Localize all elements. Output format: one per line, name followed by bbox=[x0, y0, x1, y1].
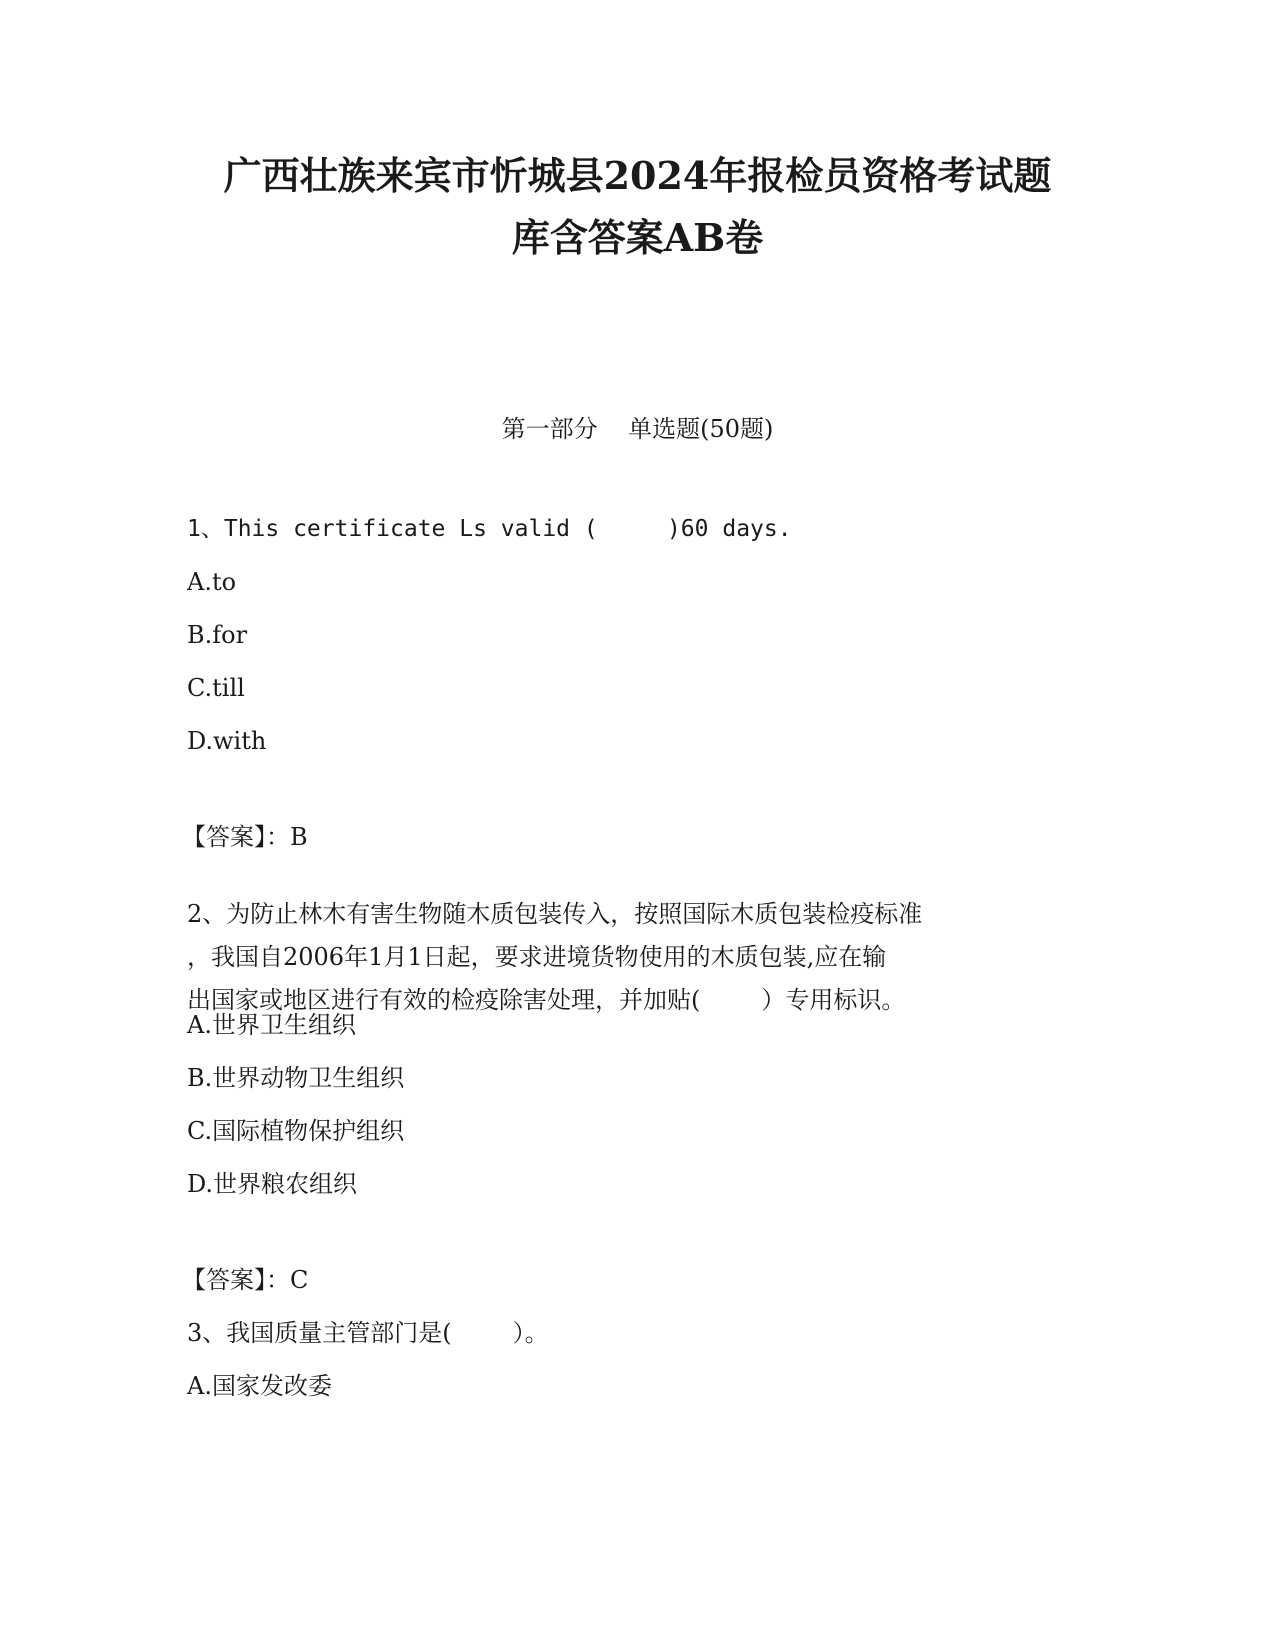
question-1-option-b: B.for bbox=[187, 621, 248, 649]
question-2-option-c: C.国际植物保护组织 bbox=[187, 1117, 405, 1145]
section-heading: 第一部分 单选题(50题) bbox=[501, 415, 774, 443]
question-3-option-a: A.国家发改委 bbox=[187, 1372, 332, 1400]
question-2-stem-line-2: ，我国自2006年1月1日起，要求进境货物使用的木质包装,应在输 bbox=[187, 943, 887, 971]
question-1-option-c: C.till bbox=[187, 674, 245, 702]
question-3-stem: 3、我国质量主管部门是( ）。 bbox=[187, 1319, 549, 1347]
question-2-stem-line-3: 出国家或地区进行有效的检疫除害处理，并加贴( ）专用标识。 bbox=[187, 986, 906, 1014]
question-2-answer: 【答案】：C bbox=[182, 1266, 309, 1294]
question-2-option-a: A.世界卫生组织 bbox=[187, 1011, 356, 1039]
question-2-stem-line-1: 2、为防止林木有害生物随木质包装传入，按照国际木质包装检疫标准 bbox=[187, 900, 923, 928]
question-1-stem: 1、This certificate Ls valid ( )60 days. bbox=[187, 516, 792, 542]
question-1-answer: 【答案】：B bbox=[182, 823, 308, 851]
question-2-option-d: D.世界粮农组织 bbox=[187, 1170, 358, 1198]
question-1-option-a: A.to bbox=[187, 568, 237, 596]
question-1-option-d: D.with bbox=[187, 727, 267, 755]
document-title-line-1: 广西壮族来宾市忻城县2024年报检员资格考试题 bbox=[223, 153, 1052, 198]
question-2-stem bbox=[187, 893, 1067, 1022]
question-2-option-b: B.世界动物卫生组织 bbox=[187, 1064, 405, 1092]
document-title-line-2: 库含答案AB卷 bbox=[511, 215, 764, 260]
